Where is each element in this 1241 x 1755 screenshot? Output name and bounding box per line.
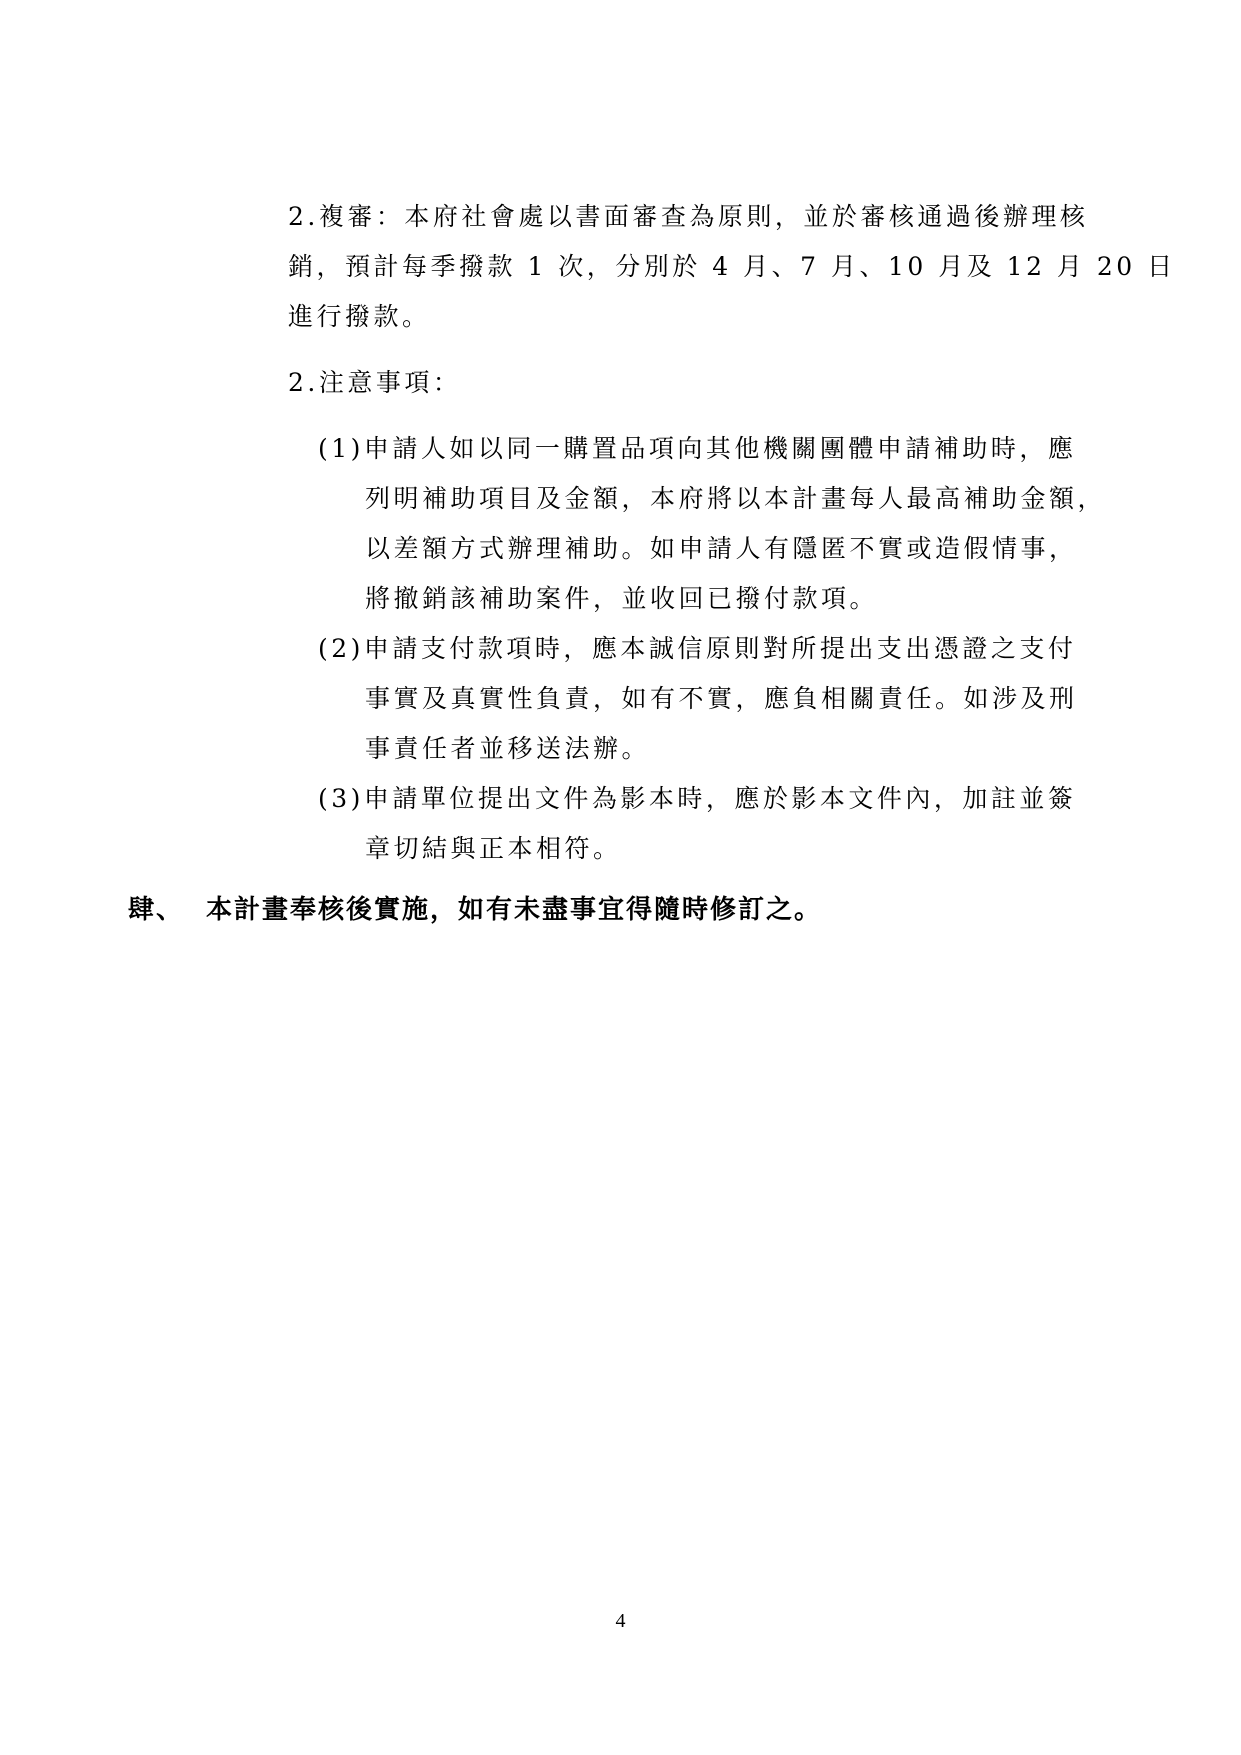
note-1-line-3: 以差額方式辦理補助。如申請人有隱匿不實或造假情事，: [365, 534, 1078, 563]
note-1-line-1: (1)申請人如以同一購置品項向其他機關團體申請補助時，應: [318, 434, 1077, 463]
section-text: 本計畫奉核後實施，如有未盡事宜得隨時修訂之。: [206, 895, 823, 925]
notes-title: 2.注意事項：: [288, 368, 462, 397]
note-3-line-2: 章切結與正本相符。: [365, 834, 622, 863]
review-line-2: 銷，預計每季撥款 1 次，分別於 4 月、7 月、10 月及 12 月 20 日: [288, 252, 1176, 281]
note-1-line-2: 列明補助項目及金額，本府將以本計畫每人最高補助金額，: [365, 484, 1107, 513]
note-2-line-3: 事責任者並移送法辦。: [365, 734, 651, 763]
note-2-line-1: (2)申請支付款項時，應本誠信原則對所提出支出憑證之支付: [318, 634, 1077, 663]
note-3-line-1: (3)申請單位提出文件為影本時，應於影本文件內，加註並簽: [318, 784, 1077, 813]
note-1-line-4: 將撤銷該補助案件，並收回已撥付款項。: [365, 584, 879, 613]
section-number: 肆、: [128, 895, 185, 925]
page-number: 4: [615, 1610, 626, 1632]
review-line-3: 進行撥款。: [288, 302, 431, 331]
section-heading: [128, 893, 822, 927]
note-2-line-2: 事實及真實性負責，如有不實，應負相關責任。如涉及刑: [365, 684, 1078, 713]
review-line-1: 2.複審：本府社會處以書面審查為原則，並於審核通過後辦理核: [288, 202, 1089, 231]
